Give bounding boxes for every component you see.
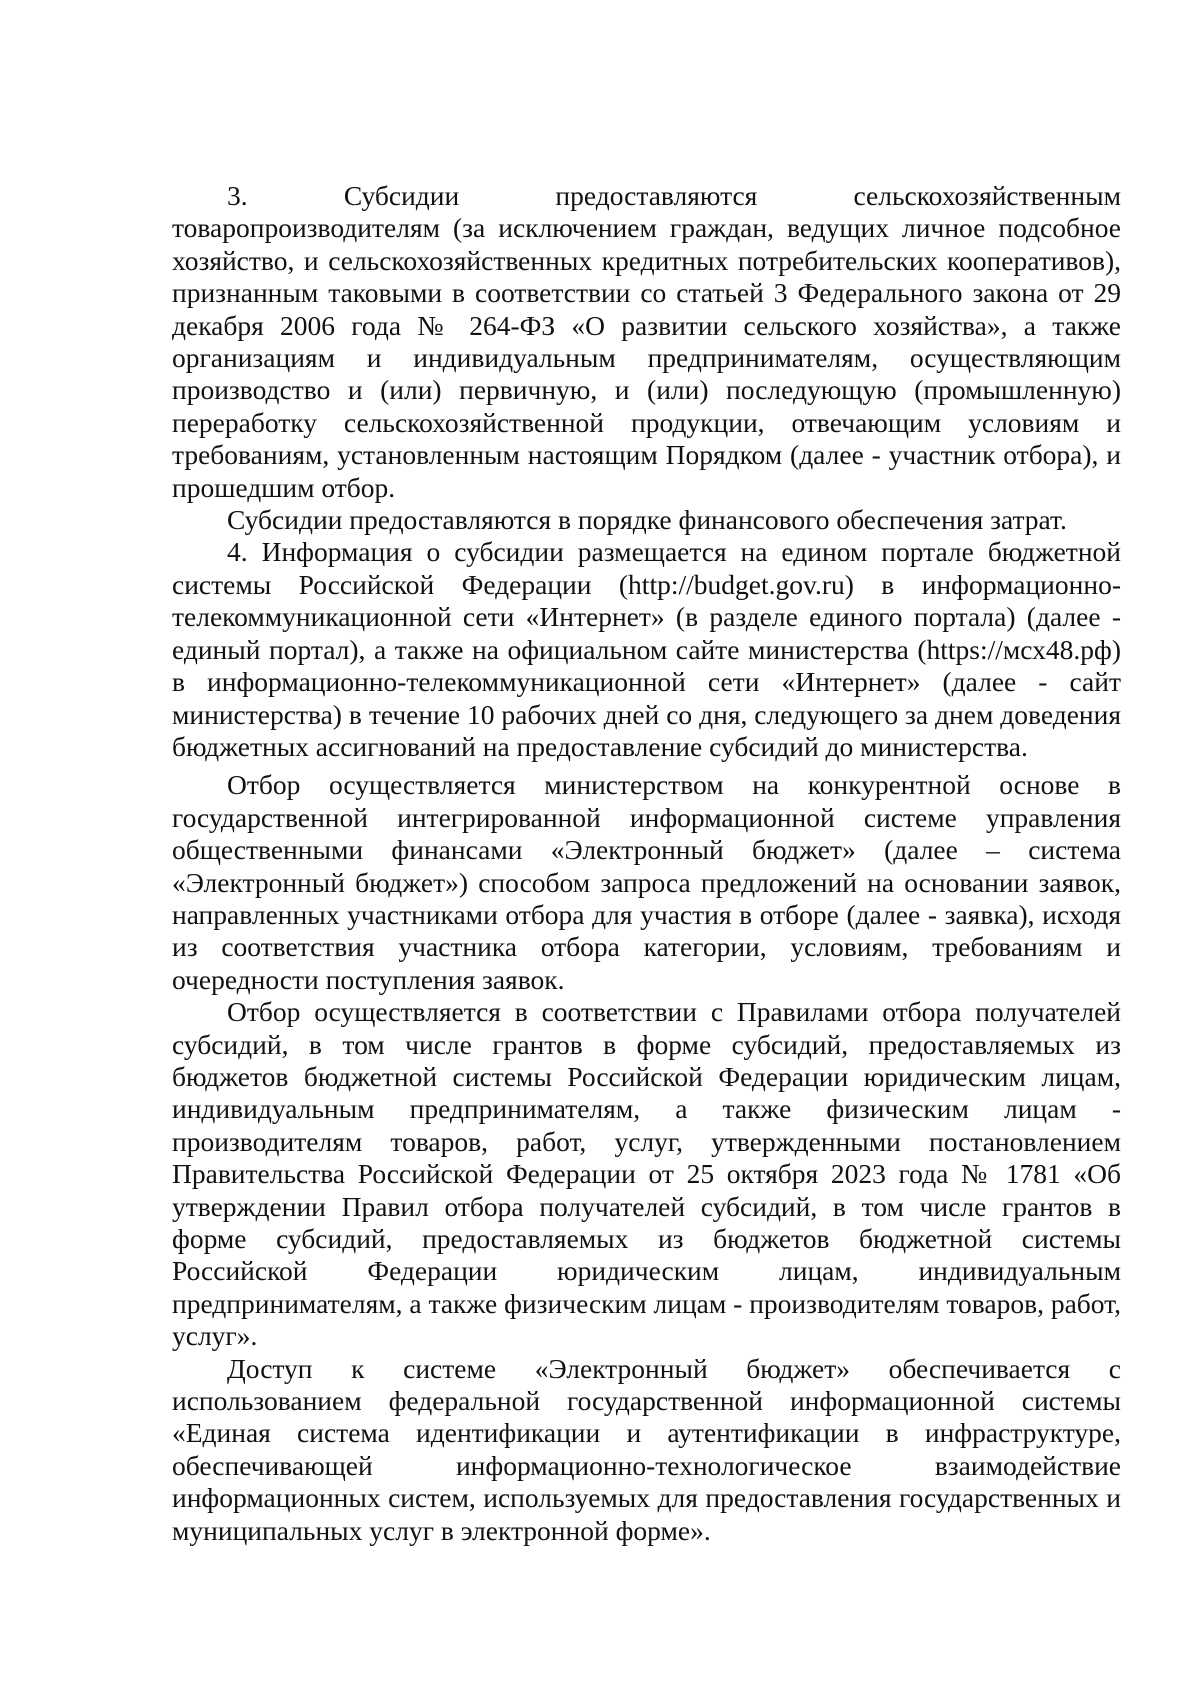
document-body (172, 180, 1121, 1547)
paragraph-selection-rules: Отбор осуществляется в соответствии с Правилами отбора получателей субсидий, в том числе грантов в форме субсидий, предоставляемых из бюджетов бюджетной системы Российской Федерации юридическим лицам, индивидуальным предпринимателям, а также физическим лицам - производителям товаров, работ, услуг, утвержденными постановлением Правительства Российской Федерации от 25 октября 2023 года № 1781 «Об утверждении Правил отбора получателей субсидий, в том числе грантов в форме субсидий, предоставляемых из бюджетов бюджетной системы Российской Федерации юридическим лицам, индивидуальным предпринимателям, а также физическим лицам - производителям товаров, работ, услуг». (172, 996, 1121, 1352)
paragraph-item-3: 3. Субсидии предоставляются сельскохозяйственным товаропроизводителям (за исключением граждан, ведущих личное подсобное хозяйство, и сельскохозяйственных кредитных потребительских кооперативов), признанным таковыми в соответствии со статьей 3 Федерального закона от 29 декабря 2006 года № 264-ФЗ «О развитии сельского хозяйства», а также организациям и индивидуальным предпринимателям, осуществляющим производство и (или) первичную, и (или) последующую (промышленную) переработку сельскохозяйственной продукции, отвечающим условиям и требованиям, установленным настоящим Порядком (далее - участник отбора), и прошедшим отбор. (172, 180, 1121, 503)
paragraph-system-access: Доступ к системе «Электронный бюджет» обеспечивается с использованием федеральной государственной информационной системы «Единая система идентификации и аутентификации в инфраструктуре, обеспечивающей информационно-технологическое взаимодействие информационных систем, используемых для предоставления государственных и муниципальных услуг в электронной форме». (172, 1352, 1121, 1546)
paragraph-financing: Субсидии предоставляются в порядке финансового обеспечения затрат. (227, 504, 1067, 536)
paragraph-selection-method: Отбор осуществляется министерством на конкурентной основе в государственной интегрированной информационной системе управления общественными финансами «Электронный бюджет» (далее – система «Электронный бюджет») способом запроса предложений на основании заявок, направленных участниками отбора для участия в отборе (далее - заявка), исходя из соответствия участника отбора категории, условиям, требованиям и очередности поступления заявок. (172, 769, 1121, 995)
paragraph-item-4: 4. Информация о субсидии размещается на едином портале бюджетной системы Российской Федерации (http://budget.gov.ru) в информационно-телекоммуникационной сети «Интернет» (в разделе единого портала) (далее - единый портал), а также на официальном сайте министерства (https://мсх48.рф) в информационно-телекоммуникационной сети «Интернет» (далее - сайт министерства) в течение 10 рабочих дней со дня, следующего за днем доведения бюджетных ассигнований на предоставление субсидий до министерства. (172, 536, 1121, 762)
